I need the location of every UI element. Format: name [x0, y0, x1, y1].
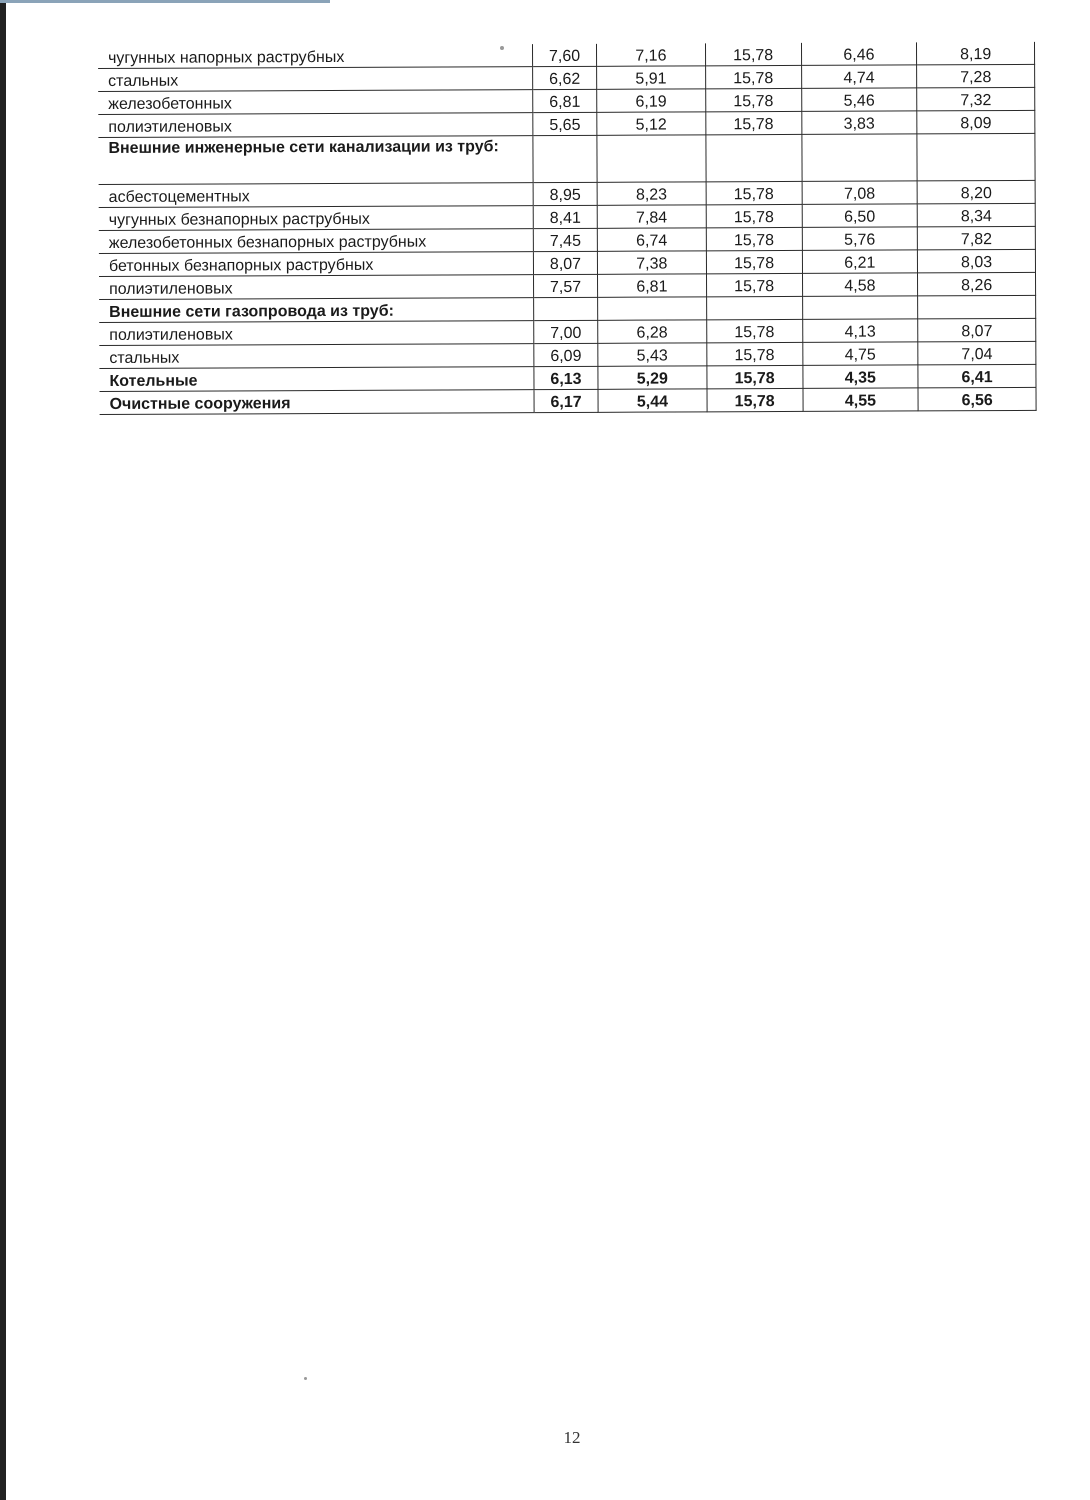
value-cell: 6,81 [533, 89, 597, 112]
value-cell: 7,45 [533, 228, 597, 251]
value-cell: 8,09 [917, 110, 1035, 134]
row-label: полиэтиленовых [99, 275, 534, 300]
value-cell: 6,74 [597, 228, 706, 251]
scan-edge-left [0, 0, 6, 1500]
value-cell: 7,00 [534, 320, 598, 343]
value-cell: 15,78 [706, 204, 802, 227]
value-cell: 15,78 [707, 342, 803, 365]
value-cell: 7,16 [596, 43, 705, 66]
value-cell: 15,78 [706, 227, 802, 250]
value-cell: 6,19 [597, 89, 706, 112]
row-label: стальных [99, 344, 534, 369]
value-cell: 8,03 [918, 249, 1036, 273]
value-cell: 7,08 [802, 181, 918, 205]
value-cell: 6,09 [534, 343, 598, 366]
row-label: полиэтиленовых [98, 113, 533, 138]
value-cell [917, 133, 1035, 181]
value-cell: 6,13 [534, 366, 598, 389]
value-cell: 4,13 [802, 319, 918, 343]
value-cell: 5,46 [801, 88, 917, 112]
row-label: Котельные [99, 367, 534, 392]
value-cell: 4,58 [802, 273, 918, 297]
value-cell: 8,23 [597, 182, 706, 205]
value-cell [918, 295, 1036, 319]
value-cell [533, 135, 597, 182]
value-cell: 8,07 [918, 318, 1036, 342]
value-cell: 5,29 [598, 366, 707, 389]
row-label: полиэтиленовых [99, 321, 534, 346]
value-cell [597, 135, 706, 182]
row-label: железобетонных безнапорных раструбных [99, 229, 534, 254]
value-cell: 5,76 [802, 227, 918, 251]
value-cell: 5,91 [597, 66, 706, 89]
value-cell: 8,19 [917, 42, 1035, 65]
table-body [98, 42, 1036, 415]
section-header: Внешние инженерные сети канализации из труб: [98, 136, 533, 185]
value-cell [534, 297, 598, 320]
value-cell: 6,28 [598, 320, 707, 343]
value-cell: 15,78 [706, 273, 802, 296]
value-cell: 6,50 [802, 204, 918, 228]
row-label: Очистные сооружения [100, 390, 535, 415]
value-cell: 6,56 [918, 387, 1036, 411]
value-cell: 15,78 [705, 43, 801, 66]
value-cell [801, 134, 917, 182]
value-cell: 7,82 [918, 226, 1036, 250]
value-cell: 4,74 [801, 65, 917, 89]
value-cell: 8,26 [918, 272, 1036, 296]
value-cell: 8,34 [917, 203, 1035, 227]
value-cell: 7,04 [918, 341, 1036, 365]
value-cell: 7,32 [917, 87, 1035, 111]
value-cell: 4,35 [802, 365, 918, 389]
table-sheet [98, 42, 1037, 415]
value-cell: 15,78 [707, 388, 803, 411]
value-cell: 5,44 [598, 389, 707, 412]
value-cell: 6,81 [597, 274, 706, 297]
value-cell: 7,57 [534, 274, 598, 297]
value-cell: 3,83 [801, 111, 917, 135]
value-cell: 15,78 [705, 65, 801, 88]
value-cell: 6,62 [533, 66, 597, 89]
value-cell: 15,78 [706, 319, 802, 342]
value-cell [706, 296, 802, 319]
value-cell: 6,21 [802, 250, 918, 274]
value-cell: 15,78 [706, 250, 802, 273]
scan-speck [304, 1377, 307, 1380]
value-cell: 8,07 [533, 251, 597, 274]
value-cell: 6,41 [918, 364, 1036, 388]
row-label: чугунных безнапорных раструбных [99, 206, 534, 231]
value-cell: 7,38 [597, 251, 706, 274]
page-number: 12 [563, 1428, 581, 1447]
row-label: стальных [98, 67, 533, 92]
row-label: бетонных безнапорных раструбных [99, 252, 534, 277]
row-label: асбестоцементных [99, 183, 534, 208]
table-row [100, 387, 1037, 414]
section-header-row [98, 133, 1035, 184]
value-cell: 15,78 [707, 365, 803, 388]
value-cell [802, 296, 918, 320]
value-cell: 6,17 [534, 389, 598, 412]
value-cell: 6,46 [801, 42, 917, 65]
row-label: чугунных напорных раструбных [98, 44, 533, 68]
value-cell [706, 134, 802, 181]
value-cell: 5,43 [598, 343, 707, 366]
section-header: Внешние сети газопровода из труб: [99, 298, 534, 323]
value-cell: 5,65 [533, 112, 597, 135]
row-label: железобетонных [98, 90, 533, 115]
value-cell [598, 297, 707, 320]
value-cell: 7,60 [533, 44, 597, 67]
value-cell: 4,55 [803, 388, 919, 412]
value-cell: 4,75 [802, 342, 918, 366]
scan-edge-top [0, 0, 330, 3]
value-cell: 8,41 [533, 205, 597, 228]
coefficients-table [98, 42, 1037, 415]
value-cell: 5,12 [597, 112, 706, 135]
value-cell: 7,28 [917, 64, 1035, 88]
value-cell: 15,78 [706, 181, 802, 204]
value-cell: 8,20 [917, 180, 1035, 204]
value-cell: 8,95 [533, 182, 597, 205]
value-cell: 15,78 [706, 111, 802, 134]
value-cell: 7,84 [597, 205, 706, 228]
value-cell: 15,78 [705, 88, 801, 111]
